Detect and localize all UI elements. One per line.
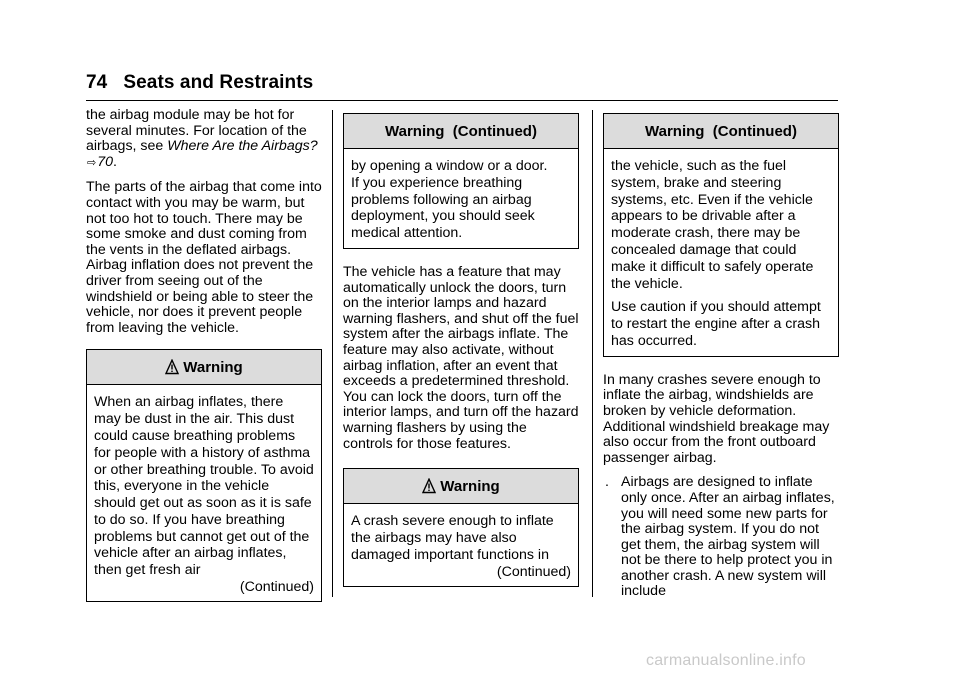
reference-page: 70	[97, 153, 113, 170]
warning-title: Warning	[440, 477, 500, 495]
paragraph-text: the airbag module may be hot for several minutes. For location of the airbags, see	[86, 107, 307, 155]
warning-triangle-icon	[165, 359, 179, 375]
warning-title: Warning	[183, 358, 243, 376]
bullet-text: Airbags are designed to inflate only once. After an airbag inflates, you will need some new parts for the airbag system. If you do not get them, the airbag system will not be there to help protect you in another crash. A new system will include	[621, 474, 835, 600]
warning-header	[87, 350, 321, 385]
warning-box-continued	[603, 113, 839, 357]
column-divider-1	[332, 110, 333, 597]
warning-title: Warning (Continued)	[645, 122, 797, 140]
warning-body	[87, 385, 321, 601]
warning-body	[604, 149, 838, 356]
page-header	[86, 72, 313, 94]
paragraph-windshield: In many crashes severe enough to inflate the airbag, windshields are broken by vehicle deformation. Additional windshield breakage may also occur from the front outboard passenger airbag.	[603, 371, 830, 466]
paragraph-period: .	[113, 153, 117, 170]
list-item	[603, 475, 839, 600]
watermark: carmanualsonline.info	[646, 652, 806, 669]
warning-header	[604, 114, 838, 149]
warning-text: by opening a window or a door.	[351, 158, 548, 174]
reference-title: Where Are the Airbags?	[167, 138, 318, 155]
warning-text: When an airbag inflates, there may be dust in the air. This dust could cause breathing problems for people with a history of asthma or other breathing trouble. To avoid this, everyone in the vehicle should get out as soon as it is safe to do so. If you have breathing problems but cannot get out of the vehicle after an airbag inflates, then get fresh air	[94, 394, 314, 579]
warning-body	[344, 504, 578, 585]
paragraph-airbag-hot	[86, 108, 322, 171]
column-3	[603, 113, 839, 600]
page-reference-icon: ⇨	[87, 156, 97, 169]
paragraph-unlock-feature: The vehicle has a feature that may automatically unlock the doors, turn on the interior lamps and hazard warning flashers, and shut off the fuel system after the airbags inflate. The feature may also activate, without airbag inflation, after an event that exceeds a predetermined threshold. You can lock the doors, turn off the interior lamps, and turn off the hazard warning flashers by using the controls for those features.	[343, 263, 579, 452]
warning-text: If you experience breathing problems following an airbag deployment, you should seek medical attention.	[351, 174, 535, 242]
warning-title: Warning (Continued)	[385, 122, 537, 140]
column-1	[86, 108, 322, 618]
continued-label: (Continued)	[496, 563, 571, 580]
warning-box-continued	[343, 113, 579, 249]
header-rule	[86, 100, 838, 101]
bullet-marker: .	[605, 474, 609, 491]
page-number: 74	[86, 72, 108, 93]
warning-text: Use caution if you should attempt to restart the engine after a crash has occurred.	[611, 299, 821, 349]
column-divider-2	[592, 110, 593, 597]
warning-box-crash	[343, 468, 579, 586]
section-title: Seats and Restraints	[123, 72, 314, 93]
warning-text: the vehicle, such as the fuel system, brake and steering systems, etc. Even if the vehicle appears to be drivable after a moderate crash, there may be concealed damage that could make it difficult to safely operate the vehicle.	[611, 158, 814, 292]
warning-triangle-icon	[422, 478, 436, 494]
warning-text: A crash severe enough to inflate the airbags may have also damaged important functions in	[351, 513, 554, 563]
column-2	[343, 113, 579, 603]
warning-box-dust	[86, 349, 322, 602]
warning-body	[344, 149, 578, 248]
warning-header	[344, 114, 578, 149]
continued-label: (Continued)	[239, 579, 314, 596]
warning-header	[344, 469, 578, 504]
paragraph-airbag-parts: The parts of the airbag that come into contact with you may be warm, but not too hot to touch. There may be some smoke and dust coming from the vents in the deflated airbags. Airbag inflation does not prevent the driver from seeing out of the windshield or being able to steer the vehicle, nor does it prevent people from leaving the vehicle.	[86, 179, 322, 336]
